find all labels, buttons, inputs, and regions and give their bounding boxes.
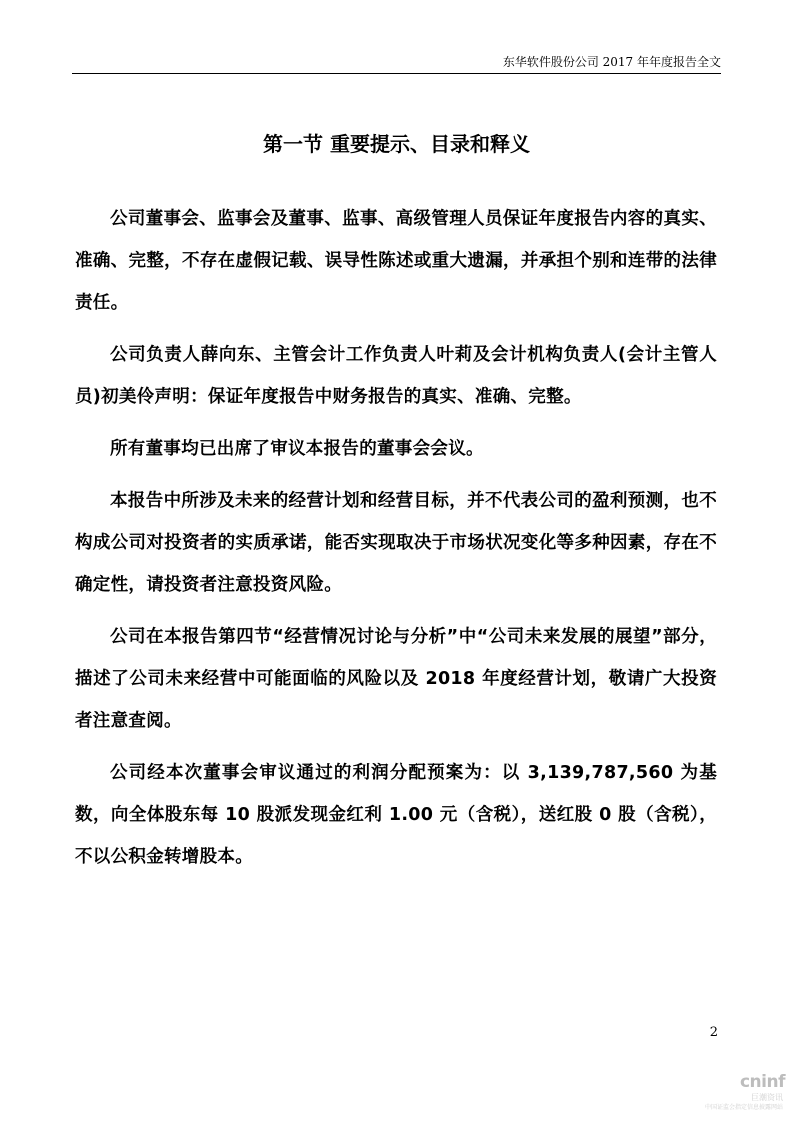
body-text [75, 198, 717, 888]
running-header: 东华软件股份公司 2017 年年度报告全文 [502, 55, 721, 69]
watermark-logo: cninf [739, 1072, 785, 1092]
section-title: 第一节 重要提示、目录和释义 [263, 132, 530, 156]
watermark-subtext: 巨潮资讯 [751, 1093, 783, 1102]
header-divider [72, 73, 721, 74]
cninfo-watermark [675, 1072, 785, 1116]
paragraph: 公司经本次董事会审议通过的利润分配预案为：以 3,139,787,560 为基数，向全体股东每 10 股派发现金红利 1.00 元（含税），送红股 0 股（含税），不以公积金转增股本。 [75, 763, 717, 867]
page-number: 2 [709, 1025, 718, 1040]
paragraph: 本报告中所涉及未来的经营计划和经营目标，并不代表公司的盈利预测，也不构成公司对投资者的实质承诺，能否实现取决于市场状况变化等多种因素，存在不确定性，请投资者注意投资风险。 [75, 491, 717, 595]
paragraph: 所有董事均已出席了审议本报告的董事会会议。 [110, 439, 484, 459]
paragraph: 公司在本报告第四节“经营情况讨论与分析”中“公司未来发展的展望”部分，描述了公司未来经营中可能面临的风险以及 2018 年度经营计划，敬请广大投资者注意查阅。 [75, 627, 717, 731]
paragraph: 公司负责人薛向东、主管会计工作负责人叶莉及会计机构负责人(会计主管人员)初美伶声明：保证年度报告中财务报告的真实、准确、完整。 [75, 345, 717, 407]
paragraph: 公司董事会、监事会及董事、监事、高级管理人员保证年度报告内容的真实、准确、完整，不存在虚假记载、误导性陈述或重大遗漏，并承担个别和连带的法律责任。 [75, 209, 717, 313]
watermark-line: 中国证监会指定信息披露网站 [704, 1104, 783, 1111]
